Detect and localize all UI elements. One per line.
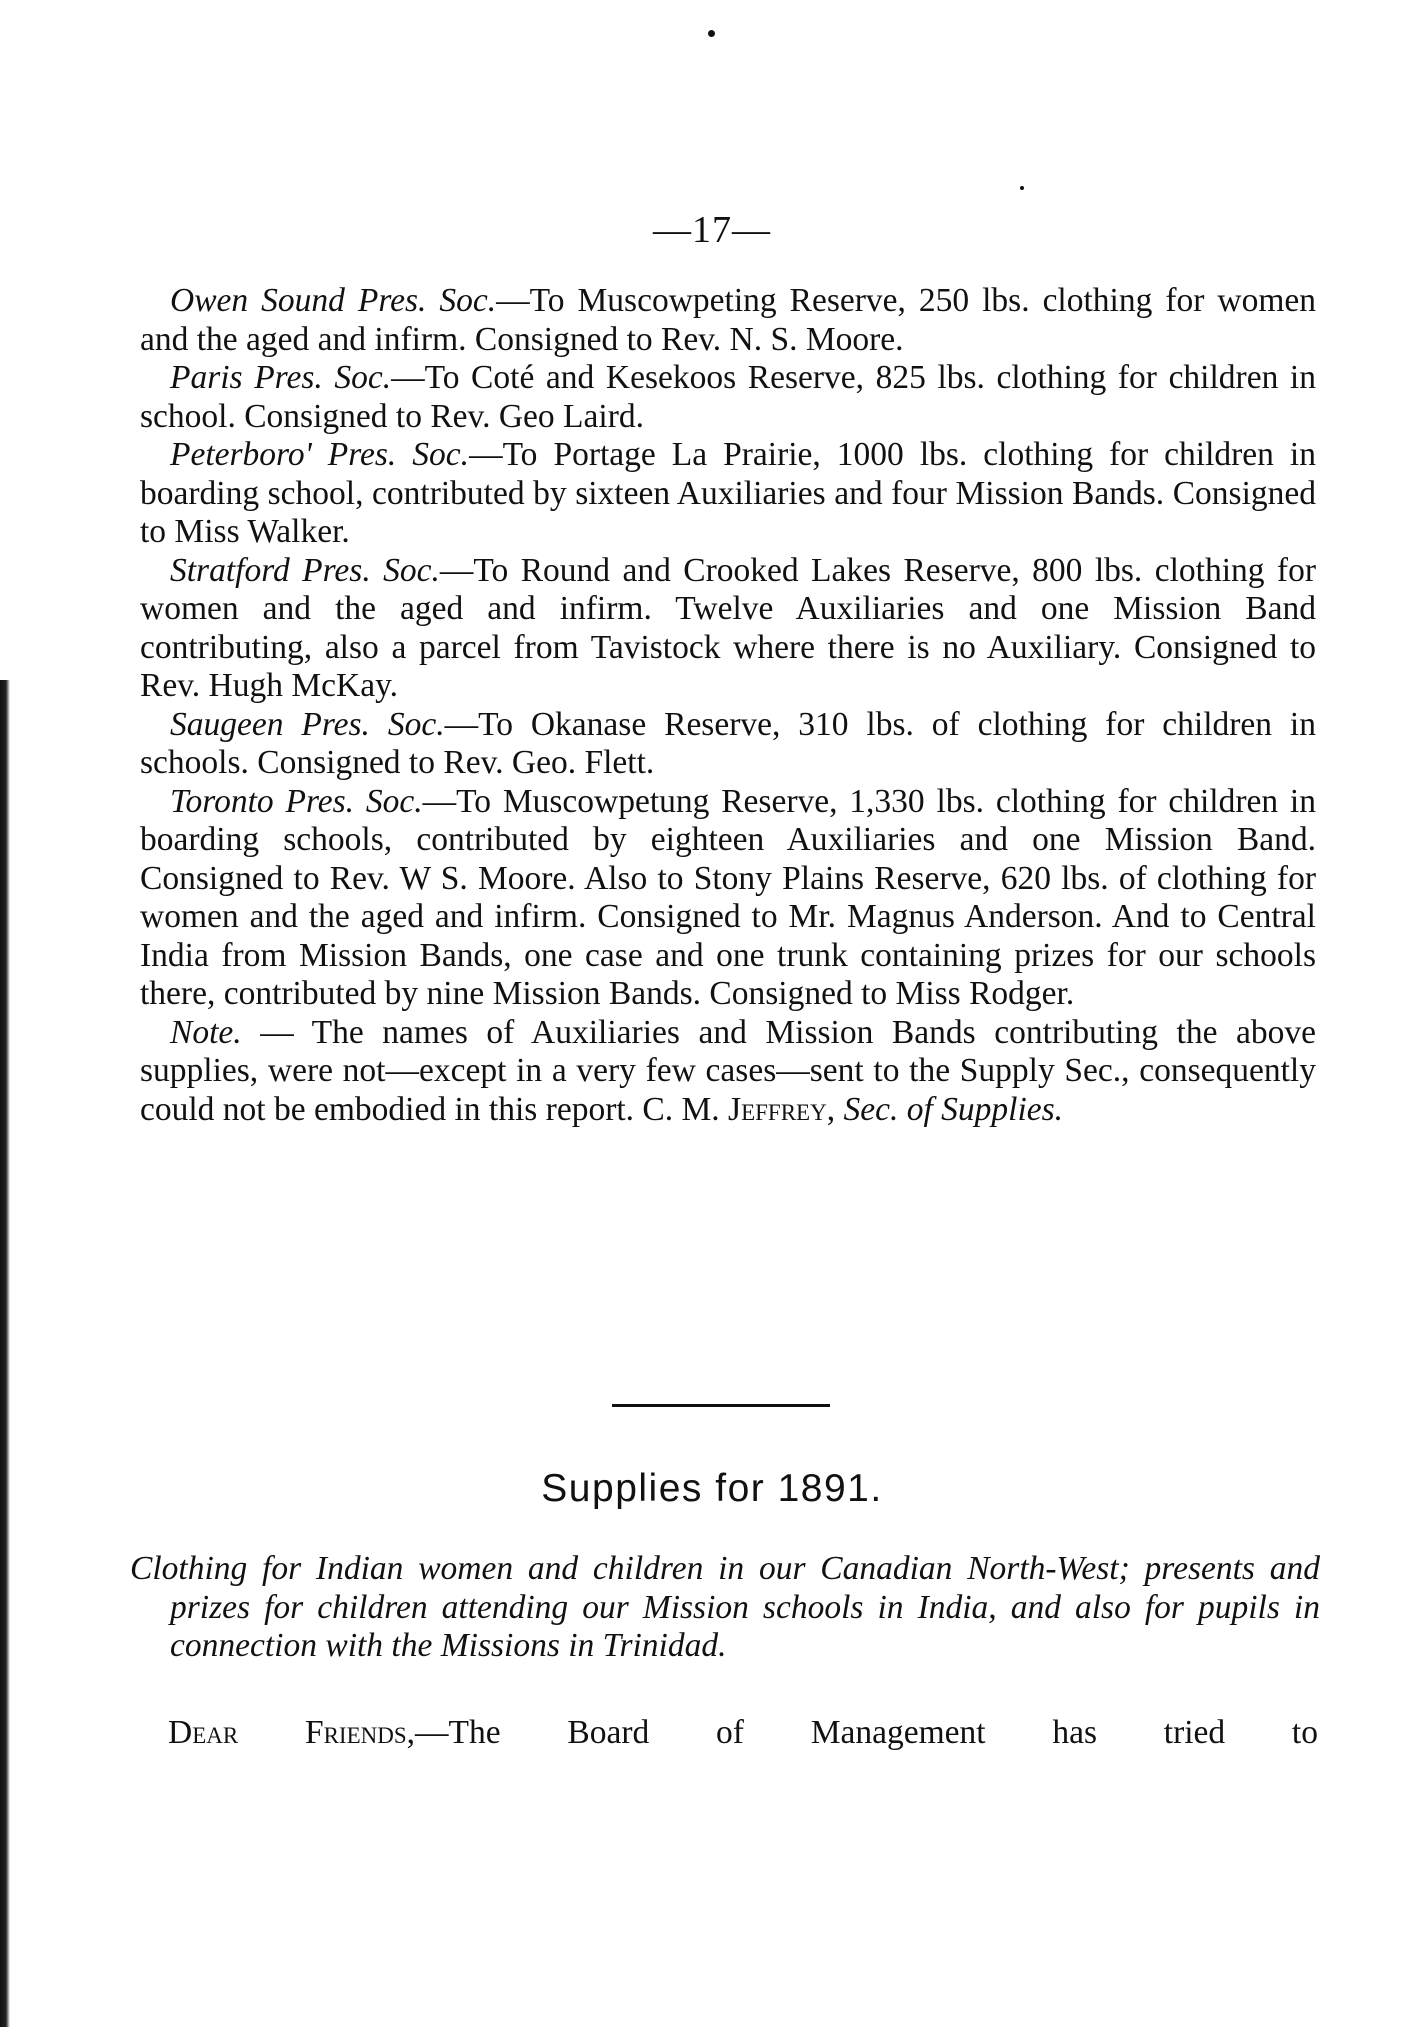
signature-initials: C. M. <box>642 1090 720 1128</box>
report-note: Note. — The names of Auxiliaries and Mission Bands contributing the above supplies, were not—except in a very few cases—sent to the Supply Sec., consequently could not be embodied in this report. C. M. Jeffrey, Sec. of Supplies. <box>140 1013 1316 1128</box>
letter-opening <box>168 1714 1318 1753</box>
society-name: Toronto Pres. Soc. <box>170 782 423 820</box>
page-number: —17— <box>653 209 771 251</box>
society-entry <box>140 706 1316 783</box>
note-label: Note. <box>170 1013 242 1051</box>
entry-text: —To Muscowpeting Reserve, 250 lbs. clothing for women and the aged and infirm. Consigned to Rev. N. S. Moore. <box>140 282 1317 358</box>
society-entry <box>140 783 1316 1014</box>
supply-report <box>140 282 1316 1129</box>
society-name: Stratford Pres. Soc. <box>170 551 440 589</box>
entry-text: —To Muscowpetung Reserve, 1,330 lbs. clothing for children in boarding schools, contributed by eighteen Auxiliaries and one Mission Band. Consigned to Rev. W S. Moore. Also to Stony Plains Reserve, 620 lbs. of clothing for women and the aged and infirm. Consigned to Mr. Magnus Anderson. And to Central India from Mission Bands, one case and one trunk containing prizes for our schools there, contributed by nine Mission Bands. Consigned to Miss Rodger. <box>140 782 1316 1012</box>
society-entry <box>140 436 1316 552</box>
salutation: Dear Friends, <box>168 1714 416 1751</box>
signature-title: Sec. of Supplies. <box>843 1090 1064 1128</box>
entry-text: —To Portage La Prairie, 1000 lbs. clothing for children in boarding school, contributed by sixteen Auxiliaries and four Mission Bands. Consigned to Miss Walker. <box>140 436 1316 550</box>
society-name: Peterboro' Pres. Soc. <box>170 436 470 473</box>
scan-edge-shadow <box>0 680 10 2027</box>
entry-text: —To Okanase Reserve, 310 lbs. of clothing for children in schools. Consigned to Rev. Geo. Flett. <box>140 705 1316 781</box>
signature-name: Jeffrey <box>728 1090 827 1128</box>
society-entry <box>140 359 1316 436</box>
letter-text: —The Board of Management has tried to <box>415 1714 1318 1751</box>
section-divider <box>612 1404 830 1407</box>
entry-text: —To Coté and Kesekoos Reserve, 825 lbs. clothing for children in school. Consigned to Rev. Geo Laird. <box>140 359 1316 435</box>
section-heading: Supplies for 1891. <box>541 1467 883 1510</box>
scan-speck <box>1020 186 1024 190</box>
society-name: Owen Sound Pres. Soc. <box>170 282 497 319</box>
society-name: Saugeen Pres. Soc. <box>170 705 445 743</box>
section-intro: Clothing for Indian women and children in our Canadian North-West; presents and prizes for children attending our Mission schools in India, and also for pupils in connection with the Missions in Trinidad. <box>130 1550 1320 1664</box>
society-entry <box>140 282 1316 359</box>
scan-speck <box>708 30 715 37</box>
society-entry <box>140 552 1316 706</box>
society-name: Paris Pres. Soc. <box>170 359 392 396</box>
note-text: — The names of Auxiliaries and Mission Bands contributing the above supplies, were not—except in a very few cases—sent to the Supply Sec., consequently could not be embodied in this report. <box>140 1013 1316 1128</box>
entry-text: —To Round and Crooked Lakes Reserve, 800 lbs. clothing for women and the aged and infirm. Twelve Auxiliaries and one Mission Band contributing, also a parcel from Tavistock where there is no Auxiliary. Consigned to Rev. Hugh McKay. <box>140 551 1316 704</box>
